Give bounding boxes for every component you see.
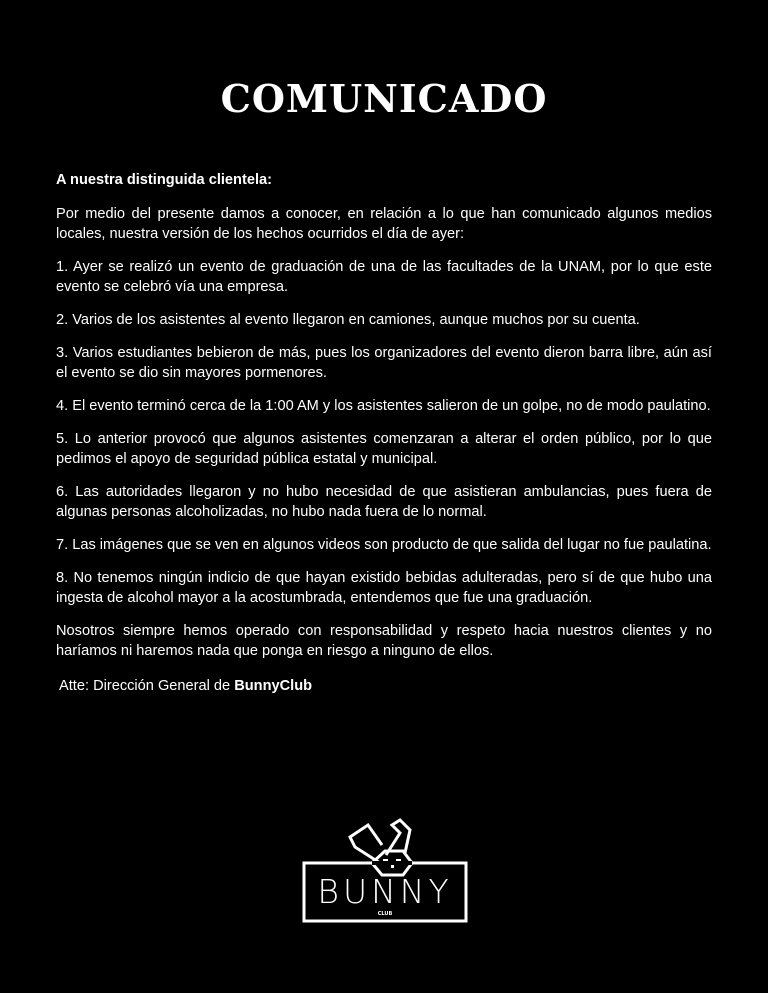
- statement-body: [56, 170, 712, 709]
- signature-prefix: Atte: Dirección General de: [59, 678, 235, 694]
- signature-brand: BunnyClub: [234, 678, 313, 694]
- point-5: 5. Lo anterior provocó que algunos asistentes comenzaran a alterar el orden público, por lo que pedimos el apoyo de seguridad pública estatal y municipal.: [56, 431, 712, 467]
- intro-paragraph: Por medio del presente damos a conocer, en relación a lo que han comunicado algunos medios locales, nuestra versión de los hechos ocurridos el día de ayer:: [56, 206, 712, 242]
- rabbit-head-icon: [350, 820, 412, 875]
- page-title: COMUNICADO: [220, 76, 548, 121]
- bunny-club-logo: [300, 815, 470, 925]
- logo-wordmark: BUNNY: [317, 872, 453, 911]
- point-3: 3. Varios estudiantes bebieron de más, pues los organizadores del evento dieron barra libre, aún así el evento se dio sin mayores pormenores.: [56, 345, 712, 381]
- point-6: 6. Las autoridades llegaron y no hubo necesidad de que asistieran ambulancias, pues fuera de algunas personas alcoholizadas, no hubo nada fuera de lo normal.: [56, 484, 712, 520]
- closing-paragraph: Nosotros siempre hemos operado con responsabilidad y respeto hacia nuestros clientes y no haríamos ni haremos nada que ponga en riesgo a ninguno de ellos.: [56, 623, 712, 659]
- point-4: 4. El evento terminó cerca de la 1:00 AM y los asistentes salieron de un golpe, no de modo paulatino.: [56, 398, 711, 414]
- logo-subtext: CLUB: [377, 911, 393, 917]
- greeting: A nuestra distinguida clientela:: [56, 172, 272, 188]
- point-8: 8. No tenemos ningún indicio de que hayan existido bebidas adulteradas, pero sí de que hubo una ingesta de alcohol mayor a la acostumbrada, entendemos que fue una graduación.: [56, 570, 712, 606]
- point-7: 7. Las imágenes que se ven en algunos videos son producto de que salida del lugar no fue paulatina.: [56, 537, 712, 553]
- point-2: 2. Varios de los asistentes al evento llegaron en camiones, aunque muchos por su cuenta.: [56, 312, 640, 328]
- signature: [56, 676, 712, 696]
- point-1: 1. Ayer se realizó un evento de graduación de una de las facultades de la UNAM, por lo que este evento se celebró vía una empresa.: [56, 259, 712, 295]
